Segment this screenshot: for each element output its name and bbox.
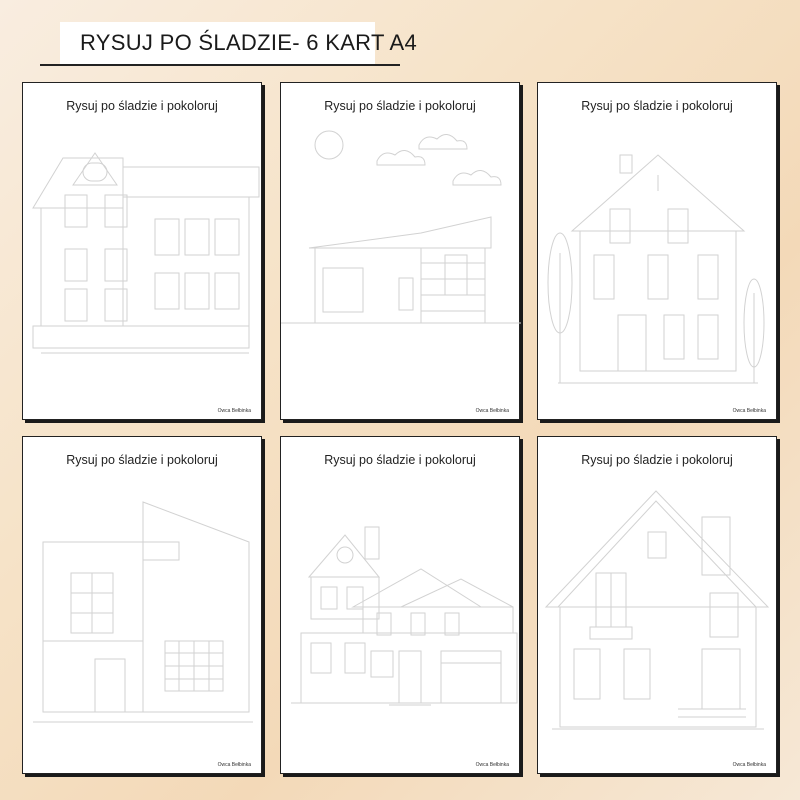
author-signature: Owca Bełbinka bbox=[732, 408, 766, 414]
worksheet-title: Rysuj po śladzie i pokoloruj bbox=[66, 99, 218, 113]
worksheet-card-3 bbox=[537, 82, 777, 420]
worksheet-title: Rysuj po śladzie i pokoloruj bbox=[581, 453, 733, 467]
author-signature: Owca Bełbinka bbox=[475, 762, 509, 768]
author-signature: Owca Bełbinka bbox=[732, 762, 766, 768]
house-icon bbox=[23, 437, 263, 775]
worksheet-title: Rysuj po śladzie i pokoloruj bbox=[324, 99, 476, 113]
header-banner bbox=[60, 22, 418, 64]
worksheet-card-6 bbox=[537, 436, 777, 774]
worksheet-card-5 bbox=[280, 436, 520, 774]
worksheet-card-4 bbox=[22, 436, 262, 774]
author-signature: Owca Bełbinka bbox=[475, 408, 509, 414]
worksheet-title: Rysuj po śladzie i pokoloruj bbox=[66, 453, 218, 467]
worksheet-title: Rysuj po śladzie i pokoloruj bbox=[324, 453, 476, 467]
gable-house-icon bbox=[538, 437, 778, 775]
author-signature: Owca Bełbinka bbox=[217, 408, 251, 414]
title-underline bbox=[40, 64, 400, 66]
villa-icon bbox=[281, 437, 521, 775]
house-icon bbox=[23, 83, 263, 421]
worksheet-card-1 bbox=[22, 82, 262, 420]
worksheet-card-2 bbox=[280, 82, 520, 420]
page-title: RYSUJ PO ŚLADZIE- 6 KART A4 bbox=[80, 30, 418, 55]
author-signature: Owca Bełbinka bbox=[217, 762, 251, 768]
worksheet-title: Rysuj po śladzie i pokoloruj bbox=[581, 99, 733, 113]
modern-house-icon bbox=[281, 83, 521, 421]
townhouse-icon bbox=[538, 83, 778, 421]
